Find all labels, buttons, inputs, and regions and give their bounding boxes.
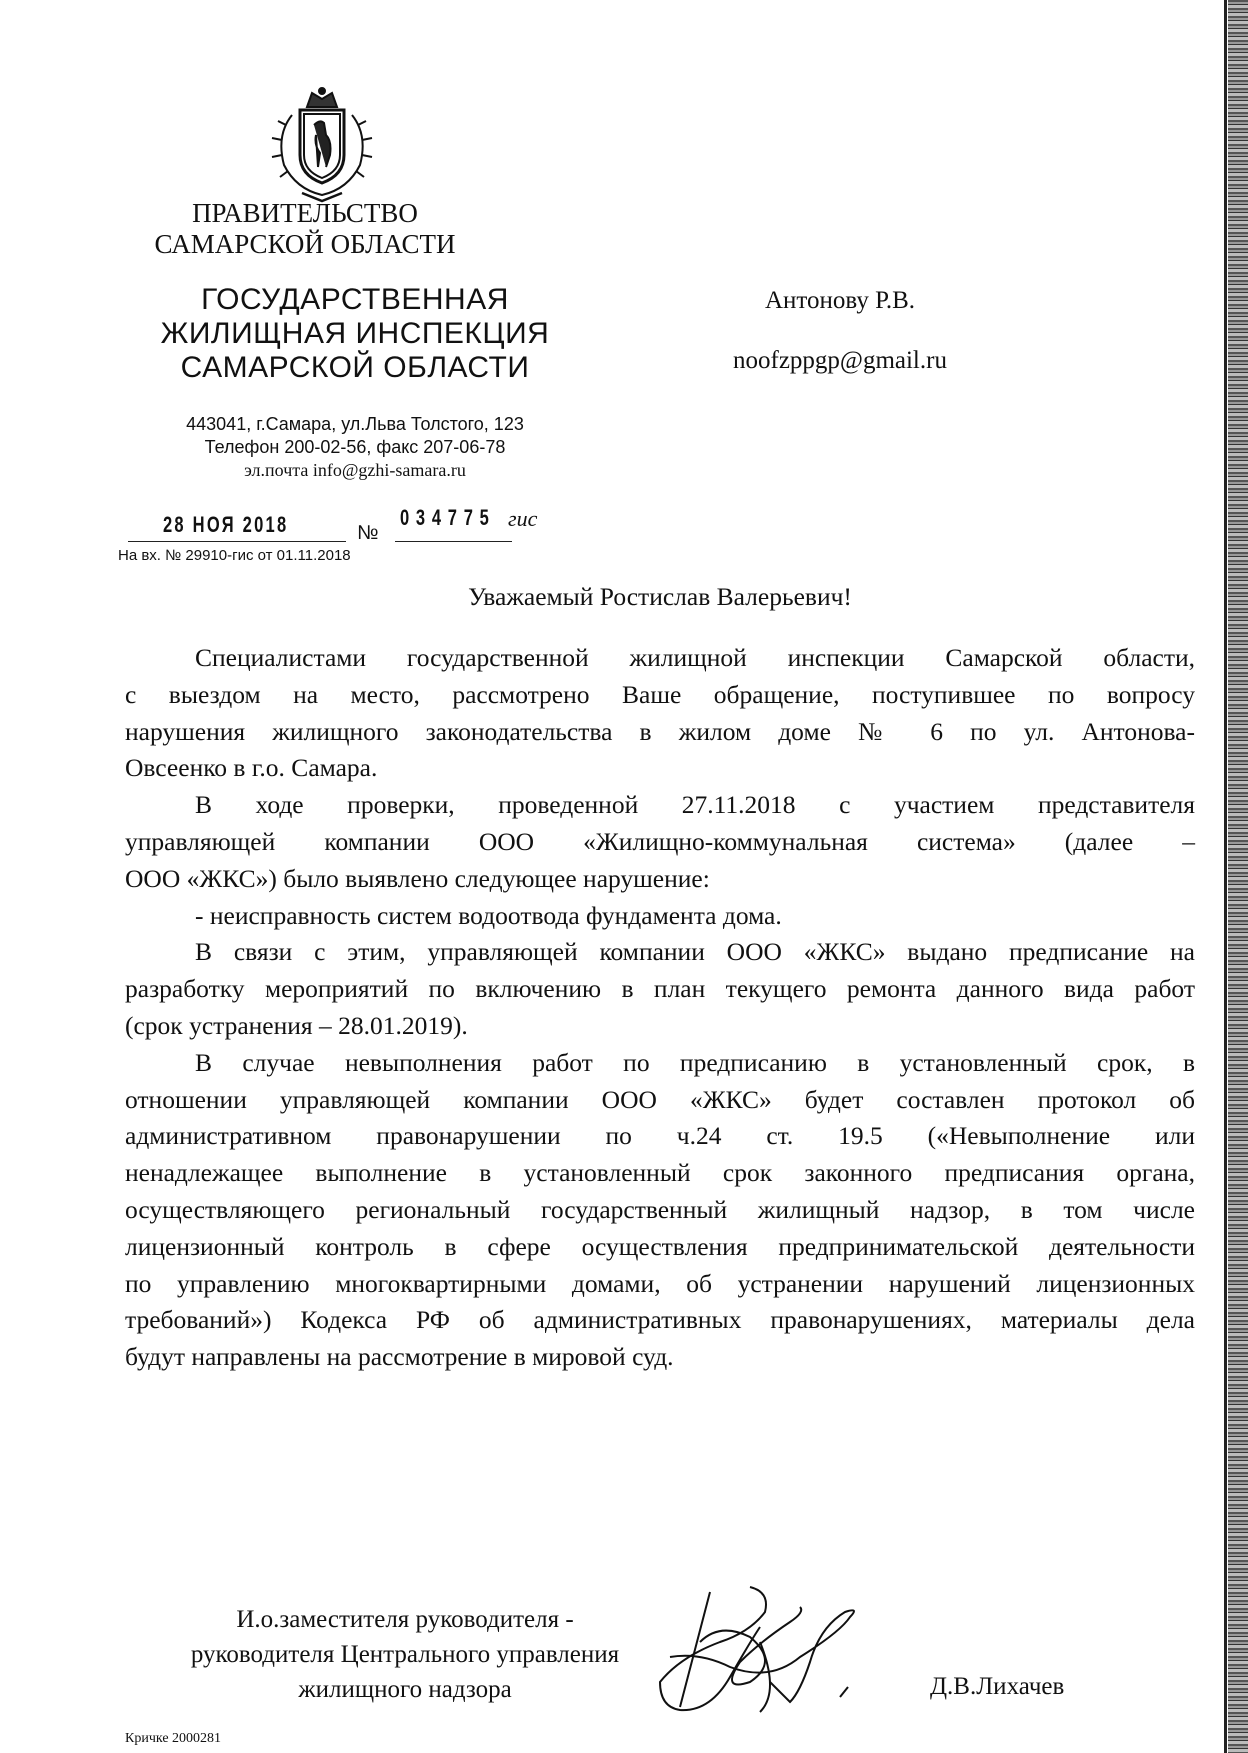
phone: Телефон 200-02-56, факс 207-06-78 — [204, 437, 506, 457]
signer-position-line: жилищного надзора — [298, 1676, 512, 1703]
paragraph-line: осуществляющего региональный государственный жилищный надзор, в том числе — [125, 1194, 1195, 1224]
paragraph-line: ненадлежащее выполнение в установленный срок законного предписания органа, — [125, 1158, 1195, 1188]
paragraph-line: ООО «ЖКС») было выявлено следующее нарушение: — [125, 863, 710, 893]
date-stamp: 28 НОЯ 2018 — [163, 512, 289, 537]
paragraph-line: В ходе проверки, проведенной 27.11.2018 с участием представителя — [195, 790, 1195, 820]
recipient-name: Антонову Р.В. — [764, 287, 916, 314]
number-sign: № — [357, 522, 379, 544]
paragraph-line: Специалистами государственной жилищной инспекции Самарской области, — [195, 643, 1195, 672]
coat-of-arms-icon — [262, 85, 382, 203]
outgoing-number: 034775 — [400, 505, 496, 530]
paragraph-line: - неисправность систем водоотвода фундамента дома. — [195, 900, 782, 930]
scan-edge — [1228, 0, 1248, 1753]
org-email: эл.почта info@gzhi-samara.ru — [244, 460, 466, 480]
paragraph-line: (срок устранения – 28.01.2019). — [125, 1010, 468, 1040]
government-line: САМАРСКОЙ ОБЛАСТИ — [154, 229, 456, 259]
paragraph-line: административном правонарушении по ч.24 ст. 19.5 («Невыполнение или — [125, 1121, 1195, 1151]
signer-name: Д.В.Лихачев — [930, 1673, 1065, 1700]
inspection-line: САМАРСКОЙ ОБЛАСТИ — [180, 351, 530, 384]
paragraph-line: Овсеенко в г.о. Самара. — [125, 753, 378, 783]
paragraph-line: требований») Кодекса РФ об административных правонарушениях, материалы дела — [125, 1305, 1195, 1335]
recipient-email: noofzppgp@gmail.ru — [733, 347, 947, 374]
incoming-reference: На вх. № 29910-гис от 01.11.2018 — [118, 547, 351, 564]
number-suffix: гис — [508, 506, 538, 531]
greeting: Уважаемый Ростислав Валерьевич! — [468, 582, 852, 611]
signer-position-line: руководителя Центрального управления — [190, 1641, 620, 1668]
executor: Кричке 2000281 — [125, 1731, 222, 1746]
paragraph-line: разработку мероприятий по включению в план текущего ремонта данного вида работ — [125, 974, 1195, 1004]
paragraph-line: с выездом на место, рассмотрено Ваше обращение, поступившее по вопросу — [125, 679, 1195, 709]
paragraph-line: нарушения жилищного законодательства в жилом доме № 6 по ул. Антонова- — [125, 716, 1195, 746]
inspection-line: ЖИЛИЩНАЯ ИНСПЕКЦИЯ — [160, 317, 550, 350]
paragraph-line: отношении управляющей компании ООО «ЖКС» будет составлен протокол об — [125, 1084, 1195, 1114]
paragraph-line: будут направлены на рассмотрение в мировой суд. — [125, 1342, 674, 1372]
number-underline — [395, 541, 512, 542]
government-line: ПРАВИТЕЛЬСТВО — [192, 198, 418, 228]
address: 443041, г.Самара, ул.Льва Толстого, 123 — [186, 414, 524, 434]
letter-body — [125, 640, 1195, 1376]
paragraph-line: В случае невыполнения работ по предписанию в установленный срок, в — [195, 1047, 1195, 1077]
date-underline — [128, 541, 346, 542]
paragraph-line: управляющей компании ООО «Жилищно-коммунальная система» (далее – — [125, 826, 1195, 856]
handwritten-signature — [640, 1582, 880, 1717]
paragraph-line: лицензионный контроль в сфере осуществления предпринимательской деятельности — [125, 1231, 1195, 1261]
inspection-line: ГОСУДАРСТВЕННАЯ — [201, 283, 509, 316]
paragraph-line: В связи с этим, управляющей компании ООО «ЖКС» выдано предписание на — [195, 937, 1195, 967]
signer-position-line: И.о.заместителя руководителя - — [236, 1606, 574, 1633]
paragraph-line: по управлению многоквартирными домами, об устранении нарушений лицензионных — [125, 1268, 1195, 1298]
